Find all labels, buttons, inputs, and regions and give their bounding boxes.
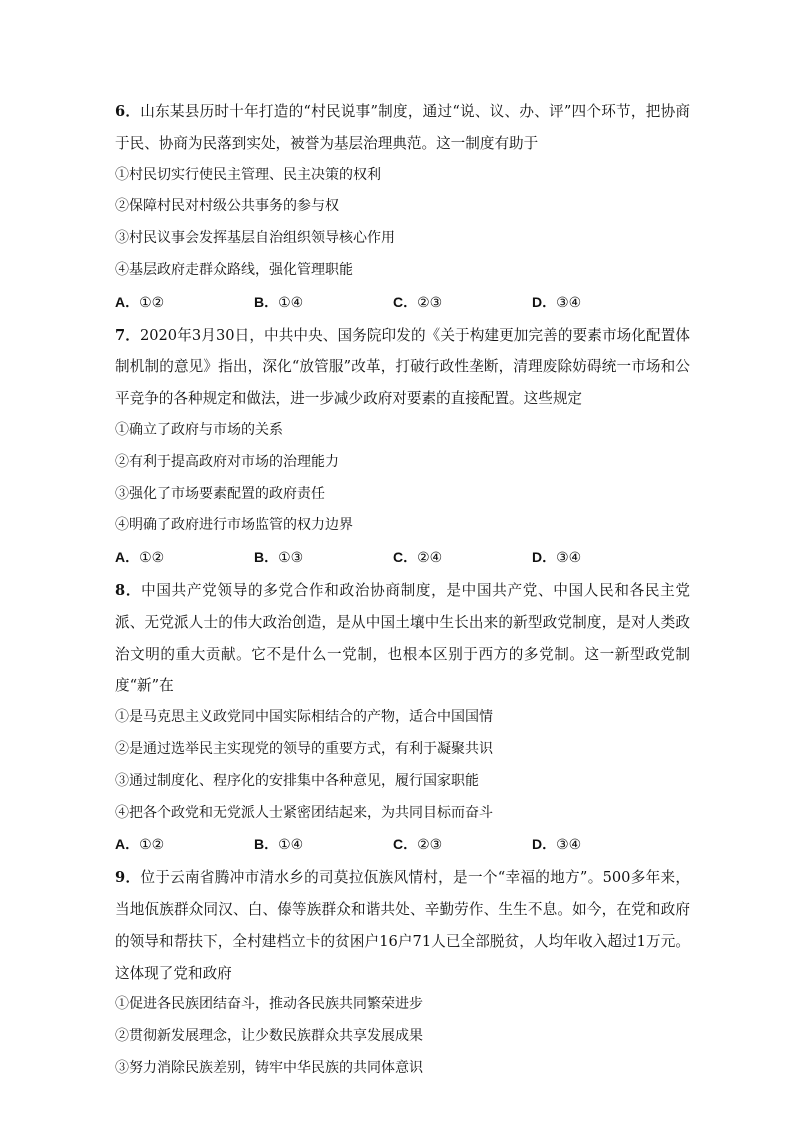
statement-3: ③强化了市场要素配置的政府责任 [115, 485, 325, 502]
answer-text: ②③ [417, 294, 443, 311]
question-stem [115, 575, 690, 702]
question-number: 9． [115, 869, 141, 887]
question-stem [115, 862, 690, 989]
statement-4: ④把各个政党和无党派人士紧密团结起来，为共同目标而奋斗 [115, 804, 493, 821]
answer-choices [115, 829, 690, 862]
question-stem [115, 96, 690, 160]
answer-letter: B． [254, 293, 279, 310]
statement-3: ③通过制度化、程序化的安排集中各种意见，履行国家职能 [115, 772, 479, 789]
statement-2: ②是通过选举民主实现党的领导的重要方式，有利于凝聚共识 [115, 740, 493, 757]
question-number: 6． [115, 103, 141, 120]
question-8 [115, 575, 690, 862]
answer-text: ①② [139, 550, 165, 567]
answer-text: ②④ [417, 550, 443, 567]
answer-a[interactable] [115, 542, 254, 575]
statement-3: ③村民议事会发挥基层自治组织领导核心作用 [115, 230, 395, 247]
answer-text: ③④ [556, 294, 582, 311]
answer-text: ②③ [417, 837, 443, 854]
answer-text: ①④ [278, 294, 304, 311]
question-text: 位于云南省腾冲市清水乡的司莫拉佤族风情村，是一个“幸福的地方”。500多年来，当地佤族群众同汉、白、傣等族群众和谐共处、辛勤劳作、生生不息。如今，在党和政府的领导和帮扶下，全村建档立卡的贫困户16户71人已全部脱贫，人均年收入超过1万元。这体现了党和政府 [115, 869, 690, 982]
answer-text: ③④ [556, 550, 582, 567]
statement-3: ③努力消除民族差别，铸牢中华民族的共同体意识 [115, 1059, 423, 1076]
question-7 [115, 320, 690, 575]
answer-letter: C． [393, 549, 418, 566]
statement-1: ①村民切实行使民主管理、民主决策的权利 [115, 166, 381, 183]
statement-2: ②保障村民对村级公共事务的参与权 [115, 198, 339, 215]
question-text: 中国共产党领导的多党合作和政治协商制度，是中国共产党、中国人民和各民主党派、无党派人士的伟大政治创造，是从中国土壤中生长出来的新型政党制度，是对人类政治文明的重大贡献。它不是什么一党制，也根本区别于西方的多党制。这一新型政党制度“新”在 [115, 581, 690, 695]
statement-2: ②贯彻新发展理念，让少数民族群众共享发展成果 [115, 1028, 423, 1045]
question-6 [115, 96, 690, 320]
question-number: 8． [115, 581, 142, 599]
answer-letter: C． [393, 293, 418, 310]
answer-letter: D． [532, 293, 557, 310]
question-number: 7． [115, 326, 140, 344]
answer-letter: D． [532, 549, 557, 566]
statement-2: ②有利于提高政府对市场的治理能力 [115, 453, 339, 470]
answer-c[interactable] [393, 287, 532, 320]
answer-letter: B． [254, 549, 279, 566]
exam-page [115, 96, 690, 1085]
answer-d[interactable] [532, 287, 671, 320]
statement-1: ①促进各民族团结奋斗，推动各民族共同繁荣进步 [115, 996, 423, 1013]
answer-b[interactable] [254, 542, 393, 575]
question-stem [115, 320, 690, 415]
question-9 [115, 862, 690, 1085]
answer-a[interactable] [115, 287, 254, 320]
answer-text: ①③ [278, 550, 304, 567]
answer-c[interactable] [393, 829, 532, 862]
answer-choices [115, 542, 690, 575]
answer-text: ①② [139, 837, 165, 854]
answer-d[interactable] [532, 542, 671, 575]
statement-1: ①是马克思主义政党同中国实际相结合的产物，适合中国国情 [115, 709, 493, 726]
statement-4: ④明确了政府进行市场监管的权力边界 [115, 517, 353, 534]
question-text: 2020年3月30日，中共中央、国务院印发的《关于构建更加完善的要素市场化配置体制机制的意见》指出，深化“放管服”改革，打破行政性垄断，清理废除妨碍统一市场和公平竞争的各种规定和做法，进一步减少政府对要素的直接配置。这些规定 [115, 326, 691, 408]
answer-text: ①④ [278, 837, 304, 854]
answer-b[interactable] [254, 287, 393, 320]
answer-letter: A． [115, 836, 140, 853]
answer-letter: D． [532, 836, 557, 853]
answer-choices [115, 287, 690, 320]
answer-text: ③④ [556, 837, 582, 854]
answer-d[interactable] [532, 829, 671, 862]
answer-c[interactable] [393, 542, 532, 575]
answer-text: ①② [139, 294, 165, 311]
answer-letter: A． [115, 549, 140, 566]
question-text: 山东某县历时十年打造的“村民说事”制度，通过“说、议、办、评”四个环节，把协商于民、协商为民落到实处，被誉为基层治理典范。这一制度有助于 [115, 103, 690, 152]
statement-4: ④基层政府走群众路线，强化管理职能 [115, 261, 353, 278]
answer-letter: A． [115, 293, 140, 310]
statement-1: ①确立了政府与市场的关系 [115, 421, 283, 438]
answer-letter: C． [393, 836, 418, 853]
answer-a[interactable] [115, 829, 254, 862]
answer-b[interactable] [254, 829, 393, 862]
answer-letter: B． [254, 836, 279, 853]
